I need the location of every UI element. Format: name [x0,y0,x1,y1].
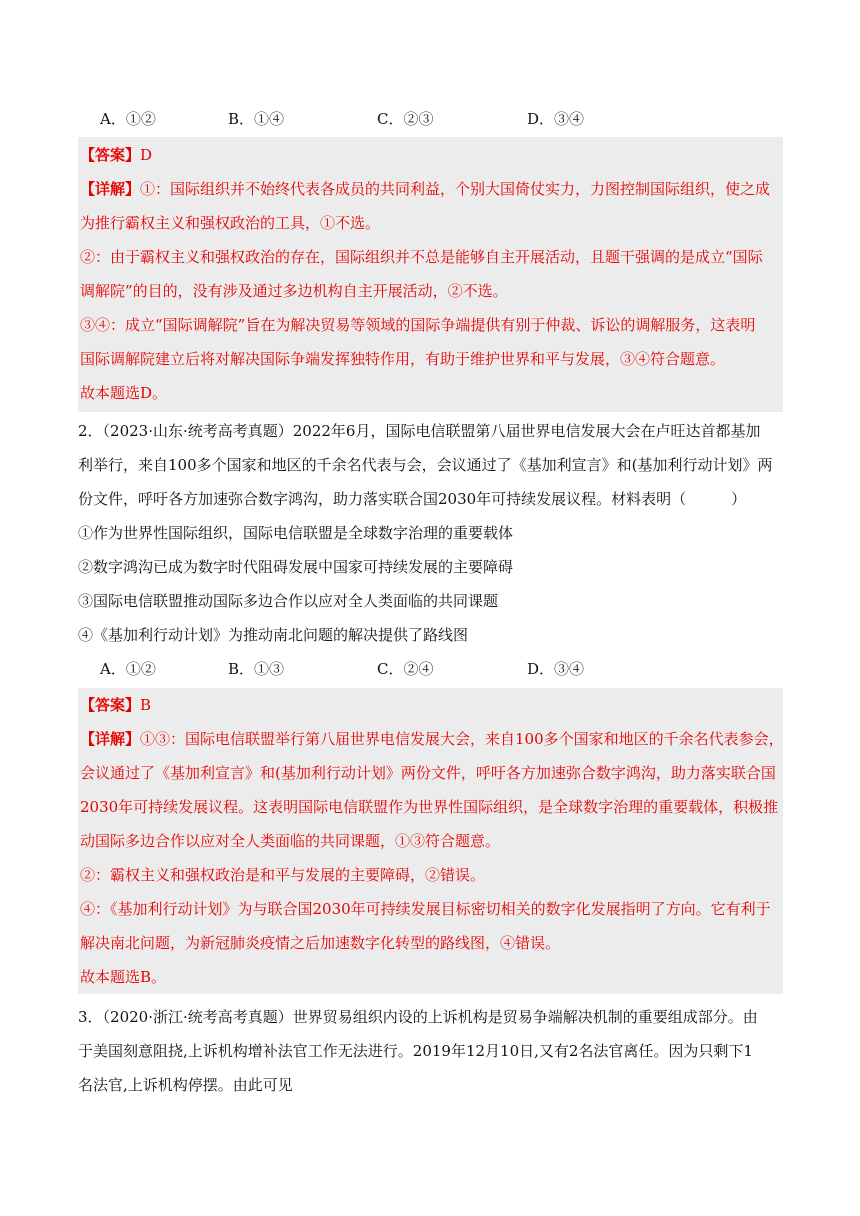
q1-option-c: C．②③ [377,110,434,128]
q2-answer-value: B [140,696,152,714]
q2-stem-line: 份文件，呼吁各方加速弥合数字鸿沟，助力落实联合国2030年可持续发展议程。材料表明（ ） [78,490,747,508]
q2-option-b: B．①③ [228,660,285,678]
q1-answer-line [78,144,785,166]
q1-detail-tag: 【详解】 [80,180,141,198]
q1-options [100,108,740,130]
q2-detail-line: ②：霸权主义和强权政治是和平与发展的主要障碍，②错误。 [80,866,486,884]
q3-stem-line: 名法官,上诉机构停摆。由此可见 [78,1076,293,1094]
q2-option-a: A．①② [100,660,156,678]
q3-stem-line: 于美国刻意阻挠,上诉机构增补法官工作无法进行。2019年12月10日,又有2名法官离任。因为只剩下1 [78,1042,753,1060]
q2-option-d: D．③④ [527,660,585,678]
q1-detail-line: ②：由于霸权主义和强权政治的存在，国际组织并不总是能够自主开展活动，且题干强调的是成立“国际 [80,248,763,266]
q1-detail-line [78,178,785,200]
q2-statement: ②数字鸿沟已成为数字时代阻碍发展中国家可持续发展的主要障碍 [78,558,514,576]
q2-detail-tag: 【详解】 [80,730,141,748]
q1-detail-line: 调解院”的目的，没有涉及通过多边机构自主开展活动，②不选。 [80,282,508,300]
q2-statement: ①作为世界性国际组织，国际电信联盟是全球数字治理的重要载体 [78,524,514,542]
q1-detail-line: 故本题选D。 [80,384,168,402]
q2-detail-line: 会议通过了《基加利宣言》和(基加利行动计划》两份文件，呼吁各方加速弥合数字鸿沟，助力落实联合国 [80,764,776,782]
q2-detail-line: 解决南北问题，为新冠肺炎疫情之后加速数字化转型的路线图，④错误。 [80,934,561,952]
q1-answer-block [78,137,783,412]
q2-stem-line: 利举行，来自100多个国家和地区的千余名代表与会，会议通过了《基加利宣言》和(基加利行动计划》两 [78,456,773,474]
q1-option-d: D．③④ [527,110,585,128]
q1-answer-value: D [140,146,153,164]
q2-answer-block [78,688,783,994]
q1-detail-text: ①：国际组织并不始终代表各成员的共同利益，个别大国倚仗实力，力图控制国际组织，使之成 [140,180,771,198]
q2-answer-line [78,694,785,716]
q1-detail-line: 为推行霸权主义和强权政治的工具，①不选。 [80,214,381,232]
q1-option-a: A．①② [100,110,156,128]
q3-stem-line: 3．（2020·浙江·统考高考真题）世界贸易组织内设的上诉机构是贸易争端解决机制的重要组成部分。由 [78,1008,758,1026]
q1-answer-tag: 【答案】 [80,146,141,164]
q2-answer-tag: 【答案】 [80,696,141,714]
q1-detail-line: 国际调解院建立后将对解决国际争端发挥独特作用，有助于维护世界和平与发展，③④符合题意。 [80,350,726,368]
q1-detail-line: ③④：成立“国际调解院”旨在为解决贸易等领域的国际争端提供有别于仲裁、诉讼的调解服务，这表明 [80,316,756,334]
q2-detail-line: 动国际多边合作以应对全人类面临的共同课题，①③符合题意。 [80,832,501,850]
q2-detail-line: ④：《基加利行动计划》为与联合国2030年可持续发展目标密切相关的数字化发展指明了方向。它有利于 [80,900,771,918]
q2-options [100,658,740,680]
q2-option-c: C．②④ [377,660,434,678]
q2-statement: ④《基加利行动计划》为推动南北问题的解决提供了路线图 [78,626,469,644]
q2-detail-text: ①③：国际电信联盟举行第八届世界电信发展大会，来自100多个国家和地区的千余名代表参会， [140,730,784,748]
q2-statement: ③国际电信联盟推动国际多边合作以应对全人类面临的共同课题 [78,592,499,610]
q2-detail-line: 2030年可持续发展议程。这表明国际电信联盟作为世界性国际组织，是全球数字治理的重要载体，积极推 [80,798,779,816]
q2-stem-line: 2．（2023·山东·统考高考真题）2022年6月，国际电信联盟第八届世界电信发展大会在卢旺达首都基加 [78,422,761,440]
q1-option-b: B．①④ [228,110,285,128]
q2-detail-line [78,728,785,750]
q2-detail-line: 故本题选B。 [80,968,167,986]
